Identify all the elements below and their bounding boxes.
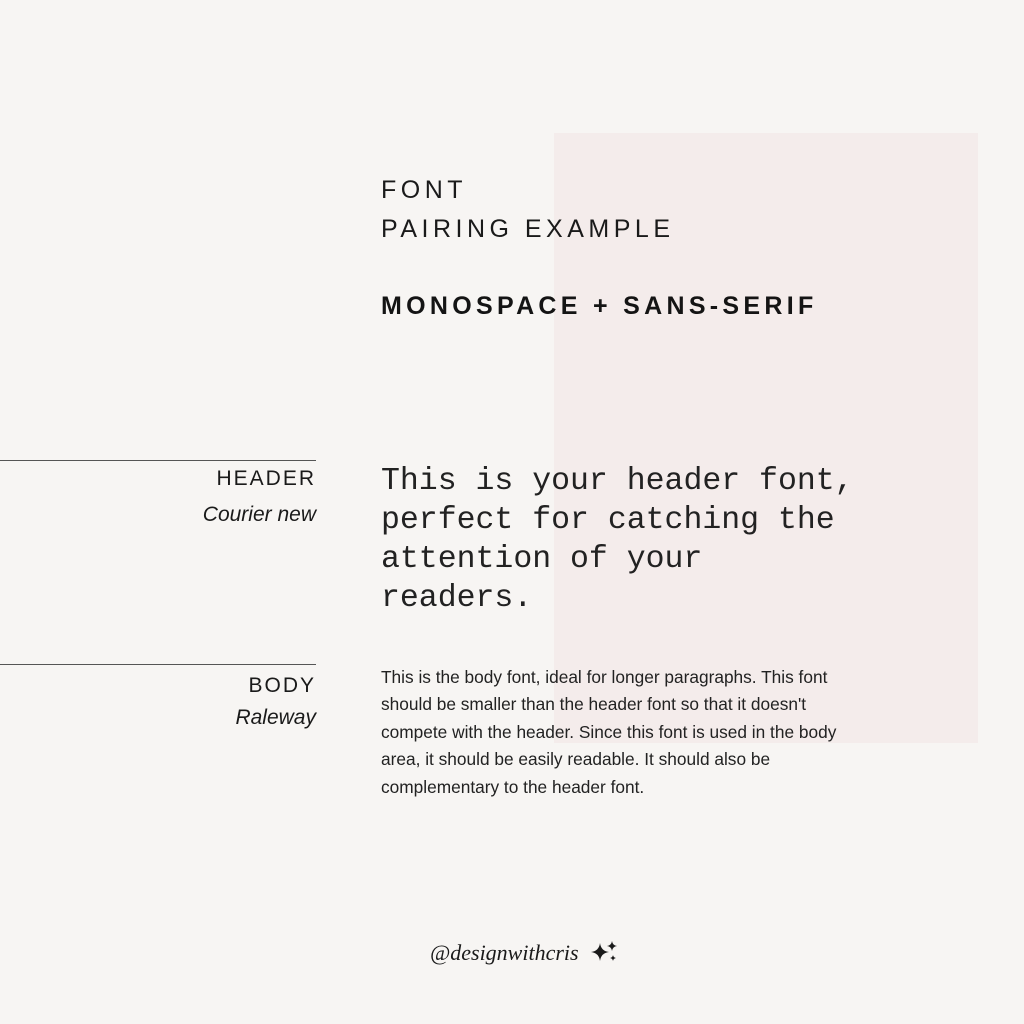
header-label: HEADER — [216, 467, 316, 490]
body-sample-text: This is the body font, ideal for longer paragraphs. This font should be smaller than the header font so that it doesn't compete with the header. Since this font is used in the body area, it should be easily readable. It should also be complementary to the header font. — [381, 667, 837, 797]
credit-handle: @designwithcris — [430, 940, 579, 966]
header-divider — [0, 460, 316, 461]
body-font-name: Raleway — [235, 706, 316, 729]
pairing-subtitle: MONOSPACE + SANS-SERIF — [381, 292, 818, 320]
title-line-2: PAIRING EXAMPLE — [381, 215, 675, 243]
body-label: BODY — [248, 674, 316, 697]
body-divider — [0, 664, 316, 665]
sparkle-icon — [590, 940, 620, 970]
title-line-1: FONT — [381, 176, 468, 204]
header-font-name: Courier new — [202, 503, 316, 526]
header-sample-text: This is your header font, perfect for catching the attention of your readers. — [381, 464, 854, 616]
credit — [430, 940, 620, 970]
